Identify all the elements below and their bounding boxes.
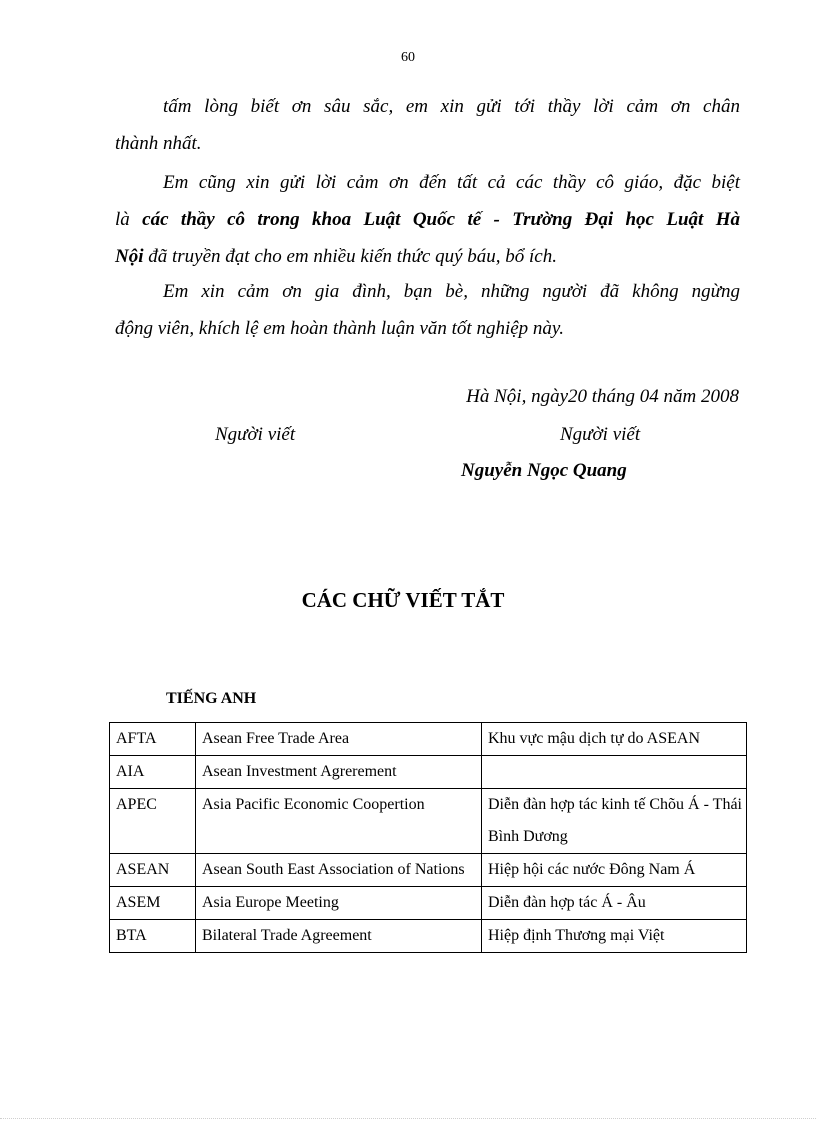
vietnamese-cell: Diễn đàn hợp tác kinh tế Chõu Á - Thái Bình Dương: [482, 789, 747, 854]
signer-name: Nguyễn Ngọc Quang: [461, 460, 627, 481]
abbr-cell: AIA: [110, 756, 196, 789]
english-cell: Asean Free Trade Area: [196, 723, 482, 756]
paragraph2-prefix: là: [115, 209, 143, 230]
paragraph2-suffix: đã truyền đạt cho em nhiều kiến thức quý báu, bổ ích.: [143, 246, 557, 267]
abbreviations-table: [109, 722, 747, 953]
paragraph-gratitude-family: [115, 273, 740, 347]
table-row: [110, 756, 747, 789]
paragraph2-bold-line3: Nội: [115, 246, 144, 267]
table-row: [110, 854, 747, 887]
english-cell: Asean South East Association of Nations: [196, 854, 482, 887]
abbreviations-subtitle: TIẾNG ANH: [166, 690, 257, 707]
paragraph3-line2: động viên, khích lệ em hoàn thành luận văn tốt nghiệp này.: [115, 318, 565, 339]
vietnamese-cell: Khu vực mậu dịch tự do ASEAN: [482, 723, 747, 756]
table-row: [110, 920, 747, 953]
writer-label-right: Người viết: [560, 424, 641, 445]
table-row: [110, 789, 747, 854]
english-cell: Asean Investment Agrerement: [196, 756, 482, 789]
paragraph2-bold-line2: các thầy cô trong khoa Luật Quốc tế - Trường Đại học Luật Hà: [142, 209, 740, 230]
page-bottom-divider: [0, 1118, 816, 1119]
vietnamese-cell: Hiệp hội các nước Đông Nam Á: [482, 854, 747, 887]
abbr-cell: ASEM: [110, 887, 196, 920]
table-row: [110, 887, 747, 920]
signature-date: Hà Nội, ngày20 tháng 04 năm 2008: [466, 386, 739, 407]
vietnamese-cell: Diễn đàn hợp tác Á - Âu: [482, 887, 747, 920]
vietnamese-cell: [482, 756, 747, 789]
paragraph1-line2: thành nhất.: [115, 133, 202, 154]
abbreviations-title: CÁC CHỮ VIẾT TẮT: [301, 588, 505, 612]
writer-label-left: Người viết: [215, 424, 296, 445]
abbr-cell: AFTA: [110, 723, 196, 756]
vietnamese-cell: Hiệp định Thương mại Việt: [482, 920, 747, 953]
paragraph-gratitude-faculty: [115, 164, 740, 275]
table-row: [110, 723, 747, 756]
paragraph2-line1: Em cũng xin gửi lời cảm ơn đến tất cả các thầy cô giáo, đặc biệt: [163, 172, 740, 193]
paragraph-gratitude-teacher: [115, 88, 740, 162]
english-cell: Bilateral Trade Agreement: [196, 920, 482, 953]
paragraph1-line1: tấm lòng biết ơn sâu sắc, em xin gửi tới thầy lời cảm ơn chân: [163, 96, 740, 117]
english-cell: Asia Pacific Economic Coopertion: [196, 789, 482, 854]
abbr-cell: BTA: [110, 920, 196, 953]
page-number: 60: [401, 50, 415, 65]
paragraph3-line1: Em xin cảm ơn gia đình, bạn bè, những người đã không ngừng: [163, 281, 740, 302]
english-cell: Asia Europe Meeting: [196, 887, 482, 920]
abbr-cell: APEC: [110, 789, 196, 854]
abbr-cell: ASEAN: [110, 854, 196, 887]
